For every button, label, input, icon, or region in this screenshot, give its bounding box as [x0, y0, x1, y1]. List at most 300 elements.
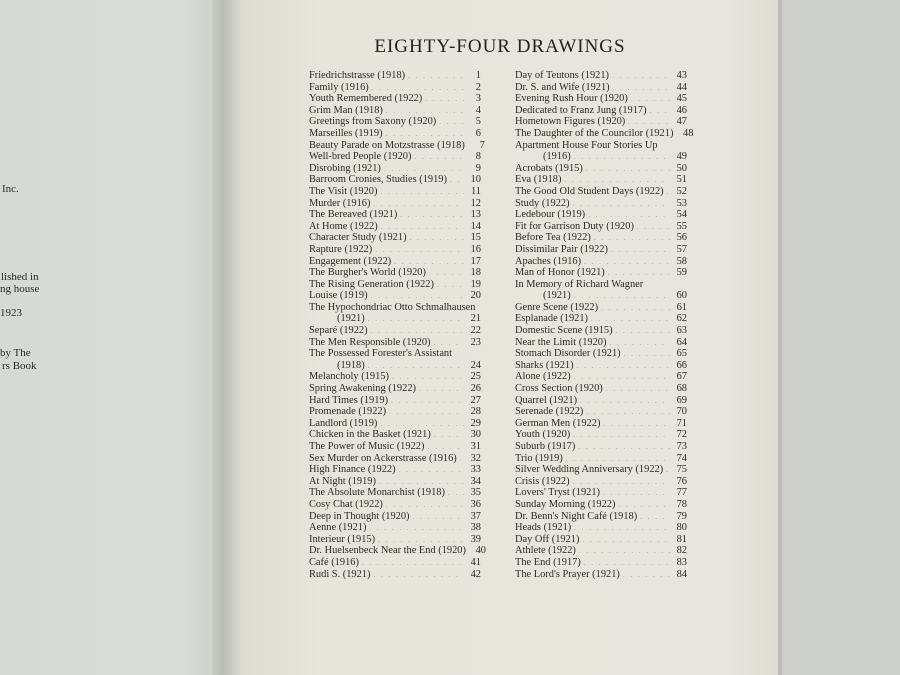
entry-title: Spring Awakening (1922): [309, 383, 416, 395]
entry-title: Dissimilar Pair (1922): [515, 243, 608, 255]
entry-page: 50: [676, 162, 687, 174]
contents-entry: [515, 406, 687, 418]
dot-leader: [434, 430, 464, 442]
contents-entry: [309, 256, 481, 268]
contents-entry: [515, 545, 687, 557]
entry-title: Cross Section (1920): [515, 383, 603, 395]
entry-title: Disrobing (1921): [309, 162, 381, 174]
entry-title: Quarrel (1921): [515, 394, 578, 406]
entry-page: 30: [470, 429, 481, 441]
entry-page: 29: [470, 417, 481, 429]
dot-leader: [666, 465, 670, 477]
entry-title: Character Study (1921): [309, 232, 407, 244]
contents-entry: [515, 93, 687, 105]
contents-entry: [309, 163, 481, 175]
entry-page: 61: [676, 301, 687, 313]
entry-page: 55: [676, 220, 687, 232]
left-page-text: lished in: [1, 271, 39, 283]
entry-page: 24: [470, 359, 481, 371]
entry-title: Eva (1918): [515, 174, 562, 186]
entry-page: 31: [470, 441, 481, 452]
entry-page: 2: [475, 81, 481, 93]
entry-page: 18: [470, 267, 481, 279]
entry-title: The Good Old Student Days (1922): [515, 185, 664, 197]
dot-leader: [616, 326, 670, 338]
entry-title: Sharks (1921): [515, 359, 574, 371]
contents-entry: [515, 232, 687, 244]
dot-leader: [450, 175, 464, 187]
contents-entry: [515, 429, 687, 441]
contents-entry: [309, 82, 481, 94]
entry-page: 39: [470, 533, 481, 545]
dot-leader: [667, 187, 670, 199]
entry-title: Family (1916): [309, 81, 369, 93]
contents-entry: [515, 244, 687, 256]
entry-page: 37: [470, 510, 481, 522]
dot-leader: [601, 303, 670, 315]
entry-page: 36: [470, 498, 481, 510]
contents-entry: [309, 337, 481, 349]
entry-title: Youth (1920): [515, 429, 571, 441]
left-page-text: by The: [0, 347, 31, 359]
entry-page: 65: [676, 348, 687, 360]
entry-year: (1921): [337, 313, 365, 325]
entry-page: 56: [676, 232, 687, 244]
dot-leader: [389, 407, 464, 419]
contents-entry: [309, 545, 486, 557]
contents-entry: [515, 348, 687, 360]
contents-entry: [309, 441, 481, 453]
dot-leader: [580, 396, 670, 408]
entry-page: 3: [475, 93, 481, 105]
entry-title: Crisis (1922): [515, 475, 570, 487]
left-page: [0, 0, 228, 675]
entry-title: Apartment House Four Stories Up: [515, 139, 658, 151]
entry-page: 26: [470, 383, 481, 395]
dot-leader: [414, 152, 464, 164]
entry-title: Fit for Garrison Duty (1920): [515, 220, 634, 232]
left-page-text: 1923: [0, 307, 22, 319]
contents-entry: [309, 290, 481, 302]
entry-page: 81: [676, 533, 687, 545]
entry-page: 80: [676, 522, 687, 534]
entry-page: 46: [676, 104, 687, 116]
contents-entry: [515, 337, 687, 349]
dot-leader: [624, 349, 670, 361]
entry-title: Before Tea (1922): [515, 232, 591, 244]
entry-title: Deep in Thought (1920): [309, 510, 410, 522]
contents-entry: [309, 302, 481, 314]
dot-leader: [429, 268, 464, 280]
contents-entry: [515, 116, 687, 128]
entry-title: The Burgher's World (1920): [309, 267, 426, 279]
contents-entry: [515, 360, 687, 372]
entry-page: 40: [475, 545, 486, 557]
entry-page: 16: [470, 243, 481, 255]
contents-entry: [515, 82, 687, 94]
contents-entry: [515, 70, 687, 82]
entry-title: Silver Wedding Anniversary (1922): [515, 464, 664, 476]
contents-entry-continuation: [515, 151, 687, 163]
entry-page: 52: [676, 185, 687, 197]
entry-title: Suburb (1917): [515, 441, 576, 452]
contents-entry: [309, 406, 481, 418]
entry-page: 77: [676, 487, 687, 499]
dot-leader: [369, 523, 464, 535]
entry-title: The Men Responsible (1920): [309, 336, 431, 348]
contents-entry: [515, 534, 687, 546]
contents-entry: [309, 151, 481, 163]
dot-leader: [439, 117, 464, 129]
entry-title: Hard Times (1919): [309, 394, 389, 406]
dot-leader: [425, 94, 464, 106]
entry-page: 22: [470, 325, 481, 337]
contents-entry: [309, 476, 481, 488]
dot-leader: [574, 523, 670, 535]
entry-title: The Lord's Prayer (1921): [515, 568, 620, 580]
entry-title: Study (1922): [515, 197, 570, 209]
contents-entry: [309, 174, 481, 186]
dot-leader: [373, 570, 464, 582]
entry-title: Sunday Morning (1922): [515, 498, 616, 510]
contents-entry: [309, 453, 481, 465]
contents-entry: [515, 163, 687, 175]
dot-leader: [573, 430, 670, 442]
entry-page: 60: [676, 290, 687, 302]
entry-title: The Power of Music (1922): [309, 441, 425, 452]
entry-page: 33: [470, 464, 481, 476]
contents-entry-continuation: [309, 313, 481, 325]
entry-title: Lovers' Tryst (1921): [515, 487, 601, 499]
entry-title: Beauty Parade on Motzstrasse (1918): [309, 139, 465, 151]
entry-page: 34: [470, 475, 481, 487]
contents-entry: [309, 186, 481, 198]
dot-leader: [391, 396, 464, 408]
entry-title: Day of Teutons (1921): [515, 70, 610, 81]
entry-page: 70: [676, 406, 687, 418]
contents-entry: [309, 244, 481, 256]
dot-leader: [400, 210, 464, 222]
entry-page: 75: [676, 464, 687, 476]
contents-entry: [309, 348, 481, 360]
entry-page: 5: [475, 116, 481, 128]
contents-entry: [309, 429, 481, 441]
contents-entry: [309, 557, 481, 569]
entry-title: Near the Limit (1920): [515, 336, 607, 348]
left-page-text: ng house: [0, 283, 40, 295]
entry-title: Esplanade (1921): [515, 313, 588, 325]
dot-leader: [368, 314, 464, 326]
entry-title: Greetings from Saxony (1920): [309, 116, 437, 128]
left-page-text: Inc.: [2, 183, 19, 195]
entry-title: Engagement (1922): [309, 255, 392, 267]
entry-title: Dr. S. and Wife (1921): [515, 81, 610, 93]
entry-title: Rudi S. (1921): [309, 568, 371, 580]
dot-leader: [606, 384, 670, 396]
entry-title: At Night (1919): [309, 475, 376, 487]
contents-entry: [309, 93, 481, 105]
entry-page: 28: [470, 406, 481, 418]
entry-title: Interieur (1915): [309, 533, 376, 545]
entry-page: 11: [470, 185, 481, 197]
dot-leader: [640, 512, 670, 524]
entry-title: Youth Remembered (1922): [309, 93, 423, 105]
dot-leader: [448, 488, 464, 500]
entry-title: Heads (1921): [515, 522, 572, 534]
contents-entry: [515, 127, 694, 140]
entry-title: Dr. Huelsenbeck Near the End (1920): [309, 545, 466, 557]
entry-title: Man of Honor (1921): [515, 267, 605, 279]
entry-page: 1: [475, 70, 481, 81]
entry-page: 38: [470, 522, 481, 534]
entry-title: The Bereaved (1921): [309, 209, 398, 221]
entry-year: (1916): [543, 151, 571, 163]
entry-page: 20: [470, 290, 481, 302]
contents-entry: [515, 279, 687, 291]
contents-entry: [515, 522, 687, 534]
entry-page: 13: [470, 209, 481, 221]
contents-entry: [515, 371, 687, 383]
entry-title: Acrobats (1915): [515, 162, 583, 174]
contents-entry: [515, 569, 687, 581]
entry-title: Trio (1919): [515, 452, 563, 464]
contents-entry: [515, 302, 687, 314]
contents-entry: [515, 186, 687, 198]
contents-entry: [309, 198, 481, 210]
contents-entry: [309, 569, 481, 581]
contents-entry: [309, 487, 481, 499]
contents-entry: [515, 105, 687, 117]
entry-page: 49: [676, 151, 687, 163]
contents-entry-continuation: [309, 360, 481, 372]
contents-entry: [515, 256, 687, 268]
contents-entry: [515, 453, 687, 465]
entry-page: 68: [676, 383, 687, 395]
entry-page: 66: [676, 359, 687, 371]
contents-entry: [309, 128, 481, 140]
entry-title: Rapture (1922): [309, 243, 373, 255]
contents-entry: [309, 534, 481, 546]
entry-title: Genre Scene (1922): [515, 301, 599, 313]
entry-page: 67: [676, 371, 687, 383]
book-gutter: [212, 0, 240, 675]
dot-leader: [362, 558, 464, 570]
entry-title: The Hypochondriac Otto Schmalhausen: [309, 301, 476, 313]
entry-page: 25: [470, 371, 481, 383]
contents-entry: [515, 325, 687, 337]
entry-title: The Rising Generation (1922): [309, 278, 434, 290]
dot-leader: [623, 570, 670, 582]
entry-page: 64: [676, 336, 687, 348]
entry-title: Well-bred People (1920): [309, 151, 412, 163]
entry-title: Promenade (1922): [309, 406, 387, 418]
dot-leader: [399, 465, 464, 477]
entry-title: Evening Rush Hour (1920): [515, 93, 628, 105]
entry-page: 45: [676, 93, 687, 105]
entry-title: Dedicated to Franz Jung (1917): [515, 104, 647, 116]
contents-entry: [309, 70, 481, 82]
contents-entry: [309, 511, 481, 523]
dot-leader: [586, 164, 670, 176]
entry-title: Aenne (1921): [309, 522, 367, 534]
entry-title: Marseilles (1919): [309, 127, 383, 139]
entry-title: The Visit (1920): [309, 185, 378, 197]
entry-page: 47: [676, 116, 687, 128]
contents-entry: [309, 395, 481, 407]
entry-page: 73: [676, 441, 687, 452]
dot-leader: [637, 222, 670, 234]
contents-entry: [515, 198, 687, 210]
contents-entry: [309, 279, 481, 291]
dot-leader: [577, 361, 670, 373]
entry-page: 14: [470, 220, 481, 232]
entry-year: (1918): [337, 359, 365, 371]
entry-title: Stomach Disorder (1921): [515, 348, 621, 360]
entry-page: 8: [475, 151, 481, 163]
contents-entry: [309, 139, 485, 152]
entry-page: 32: [470, 452, 481, 464]
contents-entry: [515, 418, 687, 430]
dot-leader: [574, 152, 670, 164]
entry-year: (1921): [543, 290, 571, 302]
entry-page: 12: [470, 197, 481, 209]
entry-page: 72: [676, 429, 687, 441]
contents-entry-continuation: [515, 290, 687, 302]
contents-entry: [515, 313, 687, 325]
dot-leader: [603, 419, 670, 431]
contents-entry: [309, 105, 481, 117]
contents-entry: [515, 209, 687, 221]
entry-page: 74: [676, 452, 687, 464]
entry-title: Murder (1916): [309, 197, 371, 209]
contents-entry: [515, 557, 687, 569]
entry-page: 51: [676, 174, 687, 186]
entry-title: Ledebour (1919): [515, 209, 586, 221]
contents-entry: [309, 267, 481, 279]
dot-leader: [460, 454, 464, 466]
entry-title: At Home (1922): [309, 220, 378, 232]
left-page-text: rs Book: [2, 360, 37, 372]
contents-entry: [309, 116, 481, 128]
entry-title: Domestic Scene (1915): [515, 325, 613, 337]
entry-page: 71: [676, 417, 687, 429]
contents-entry: [515, 395, 687, 407]
entry-title: Alone (1922): [515, 371, 571, 383]
contents-entry: [309, 221, 481, 233]
dot-leader: [582, 535, 670, 547]
entry-page: 17: [470, 255, 481, 267]
contents-entry: [515, 174, 687, 186]
dot-leader: [419, 384, 464, 396]
entry-page: 10: [470, 174, 481, 186]
entry-page: 19: [470, 278, 481, 290]
dot-leader: [410, 233, 464, 245]
entry-title: Day Off (1921): [515, 533, 580, 545]
entry-title: German Men (1922): [515, 417, 601, 429]
contents-column-left: [309, 70, 486, 580]
entry-title: The Absolute Monarchist (1918): [309, 487, 445, 499]
dot-leader: [413, 512, 464, 524]
entry-page: 15: [470, 232, 481, 244]
entry-page: 53: [676, 197, 687, 209]
entry-title: Apaches (1916): [515, 255, 582, 267]
contents-entry: [309, 499, 481, 511]
entry-title: Serenade (1922): [515, 406, 584, 418]
entry-page: 23: [470, 336, 481, 348]
contents-entry: [309, 209, 481, 221]
entry-title: Louise (1919): [309, 290, 368, 302]
contents-entry: [515, 441, 687, 453]
entry-title: Café (1916): [309, 556, 359, 568]
entry-title: Sex Murder on Ackerstrasse (1916): [309, 452, 457, 464]
entry-page: 44: [676, 81, 687, 93]
contents-entry: [309, 371, 481, 383]
page-heading: EIGHTY-FOUR DRAWINGS: [374, 36, 626, 57]
contents-entry: [515, 511, 687, 523]
contents-entry: [309, 232, 481, 244]
contents-entry: [515, 476, 687, 488]
entry-page: 21: [470, 313, 481, 325]
contents-entry: [515, 140, 687, 152]
entry-page: 58: [676, 255, 687, 267]
entry-title: In Memory of Richard Wagner: [515, 278, 644, 290]
dot-leader: [408, 71, 464, 83]
entry-page: 6: [475, 127, 481, 139]
entry-page: 83: [676, 556, 687, 568]
entry-title: Friedrichstrasse (1918): [309, 70, 406, 81]
dot-leader: [650, 106, 670, 118]
contents-entry: [515, 267, 687, 279]
entry-page: 41: [470, 556, 481, 568]
entry-page: 42: [470, 568, 481, 580]
entry-page: 9: [475, 162, 481, 174]
entry-page: 78: [676, 498, 687, 510]
entry-page: 43: [676, 70, 687, 81]
contents-entry: [515, 499, 687, 511]
entry-page: 54: [676, 209, 687, 221]
entry-page: 62: [676, 313, 687, 325]
entry-title: Landlord (1919): [309, 417, 378, 429]
entry-page: 48: [683, 127, 694, 139]
entry-title: Barroom Cronies, Studies (1919): [309, 174, 447, 186]
entry-title: The Possessed Forester's Assistant: [309, 348, 453, 360]
entry-page: 7: [479, 139, 485, 151]
contents-entry: [309, 522, 481, 534]
dot-leader: [573, 199, 670, 211]
entry-title: The Daughter of the Councilor (1921): [515, 127, 674, 139]
entry-page: 82: [676, 545, 687, 557]
dot-leader: [380, 187, 464, 199]
entry-title: Melancholy (1915): [309, 371, 389, 383]
contents-entry: [309, 418, 481, 430]
contents-entry: [515, 464, 687, 476]
entry-title: Hometown Figures (1920): [515, 116, 626, 128]
dot-leader: [612, 71, 670, 83]
dot-leader: [579, 546, 670, 558]
entry-page: 69: [676, 394, 687, 406]
entry-page: 4: [475, 104, 481, 116]
page-edge: [778, 0, 782, 675]
entry-title: Separé (1922): [309, 325, 368, 337]
entry-title: Grim Man (1918): [309, 104, 383, 116]
entry-page: 84: [676, 568, 687, 580]
dot-leader: [611, 245, 670, 257]
entry-page: 27: [470, 394, 481, 406]
contents-column-right: [515, 70, 694, 580]
contents-entry: [515, 221, 687, 233]
entry-title: The End (1917): [515, 556, 581, 568]
entry-page: 76: [676, 475, 687, 487]
